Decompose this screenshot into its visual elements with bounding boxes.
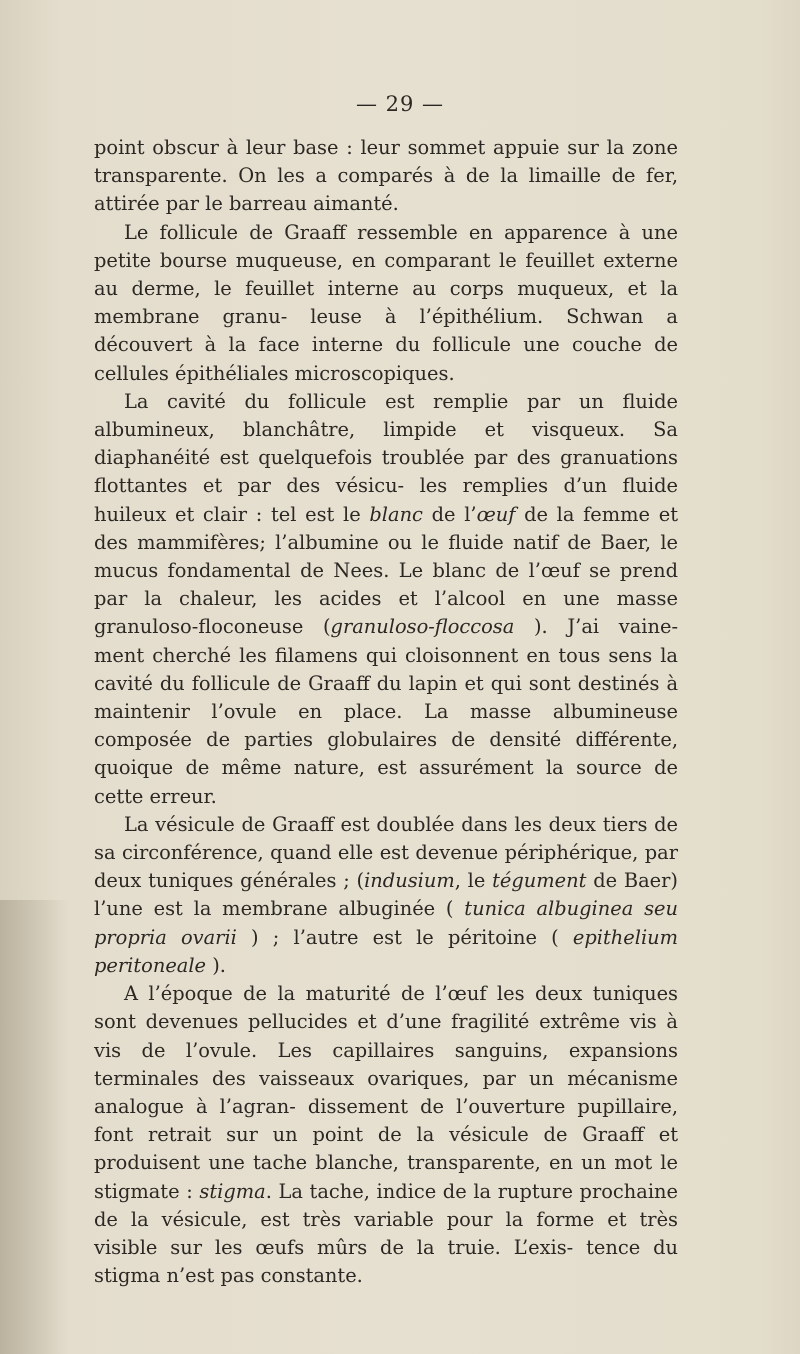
- text-run: ).: [206, 953, 226, 977]
- paragraph: [94, 980, 678, 1290]
- paragraph: [94, 388, 678, 811]
- text-run: . La tache, indice de la rupture prochaine de la vésicule, est très variable pour la forme et très visible sur les œufs mûrs de la truie. L’exis- tence du stigma n’est pas constante.: [94, 1179, 678, 1288]
- italic-term: indusium: [364, 869, 455, 893]
- text-run: , le: [454, 869, 493, 893]
- text-run: ) ; l’autre est le péritoine (: [236, 925, 573, 949]
- text-run: point obscur à leur base : leur sommet appuie sur la zone transparente. On les a comparés à de la limaille de fer, attirée par le barreau aimanté.: [94, 136, 678, 216]
- paragraph: [94, 134, 678, 219]
- text-run: de Baer) l’une est la membrane albuginée (: [94, 869, 678, 921]
- paragraph: [94, 811, 678, 980]
- text-run: La vésicule de Graaff est doublée dans les deux tiers de sa circonférence, quand elle est devenue périphérique, par deux tuniques générales ; (: [94, 812, 678, 893]
- page-edge-shadow: [0, 900, 70, 1354]
- text-run: ). J’ai vaine- ment cherché les filamens qui cloisonnent en tous sens la cavité du follicule de Graaff du lapin et qui sont destinés à maintenir l’ovule en place. La masse albumineuse composée de parties globulaires de densité différente, quoique de même nature, est assurément la source de cette erreur.: [94, 615, 678, 808]
- italic-term: tunica albuginea seu propria ovarii: [94, 897, 678, 949]
- italic-term: granuloso-floccosa: [330, 615, 515, 639]
- italic-term: stigma: [199, 1179, 266, 1203]
- italic-term: tégument: [492, 869, 587, 893]
- text-run: de la femme et des mammifères; l’albumine ou le fluide natif de Baer, le mucus fondamental de Nees. Le blanc de l’œuf se prend par la chaleur, les acides et l’alcool en une masse granuloso-floconeuse (: [94, 502, 678, 639]
- italic-term: blanc: [369, 502, 423, 526]
- paragraph: [94, 219, 678, 388]
- text-run: de l’: [422, 502, 477, 526]
- page-number: — 29 —: [355, 92, 445, 116]
- text-run: A l’époque de la maturité de l’œuf les deux tuniques sont devenues pellucides et d’une fragilité extrême vis à vis de l’ovule. Les capillaires sanguins, expansions terminales des vaisseaux ovariques, par un mécanisme analogue à l’agran- dissement de l’ouverture pupillaire, font retrait sur un point de la vésicule de Graaff et produisent une tache blanche, transparente, en un mot le stigmate :: [94, 982, 678, 1203]
- text-run: Le follicule de Graaff ressemble en apparence à une petite bourse muqueuse, en comparant le feuillet externe au derme, le feuillet interne au corps muqueux, et la membrane granu- leuse à l’épithélium. Schwan a découvert à la face interne du follicule une couche de cellules épithéliales microscopiques.: [94, 220, 678, 385]
- italic-term: œuf: [476, 502, 516, 526]
- italic-term: epithelium peritoneale: [94, 925, 679, 977]
- text-run: La cavité du follicule est remplie par un fluide albumineux, blanchâtre, limpide et visqueux. Sa diaphanéité est quelquefois troublée par des granuations flottantes et par des vésicu- les remplies d’un fluide huileux et clair : tel est le: [94, 389, 678, 526]
- body-text: [94, 134, 678, 1290]
